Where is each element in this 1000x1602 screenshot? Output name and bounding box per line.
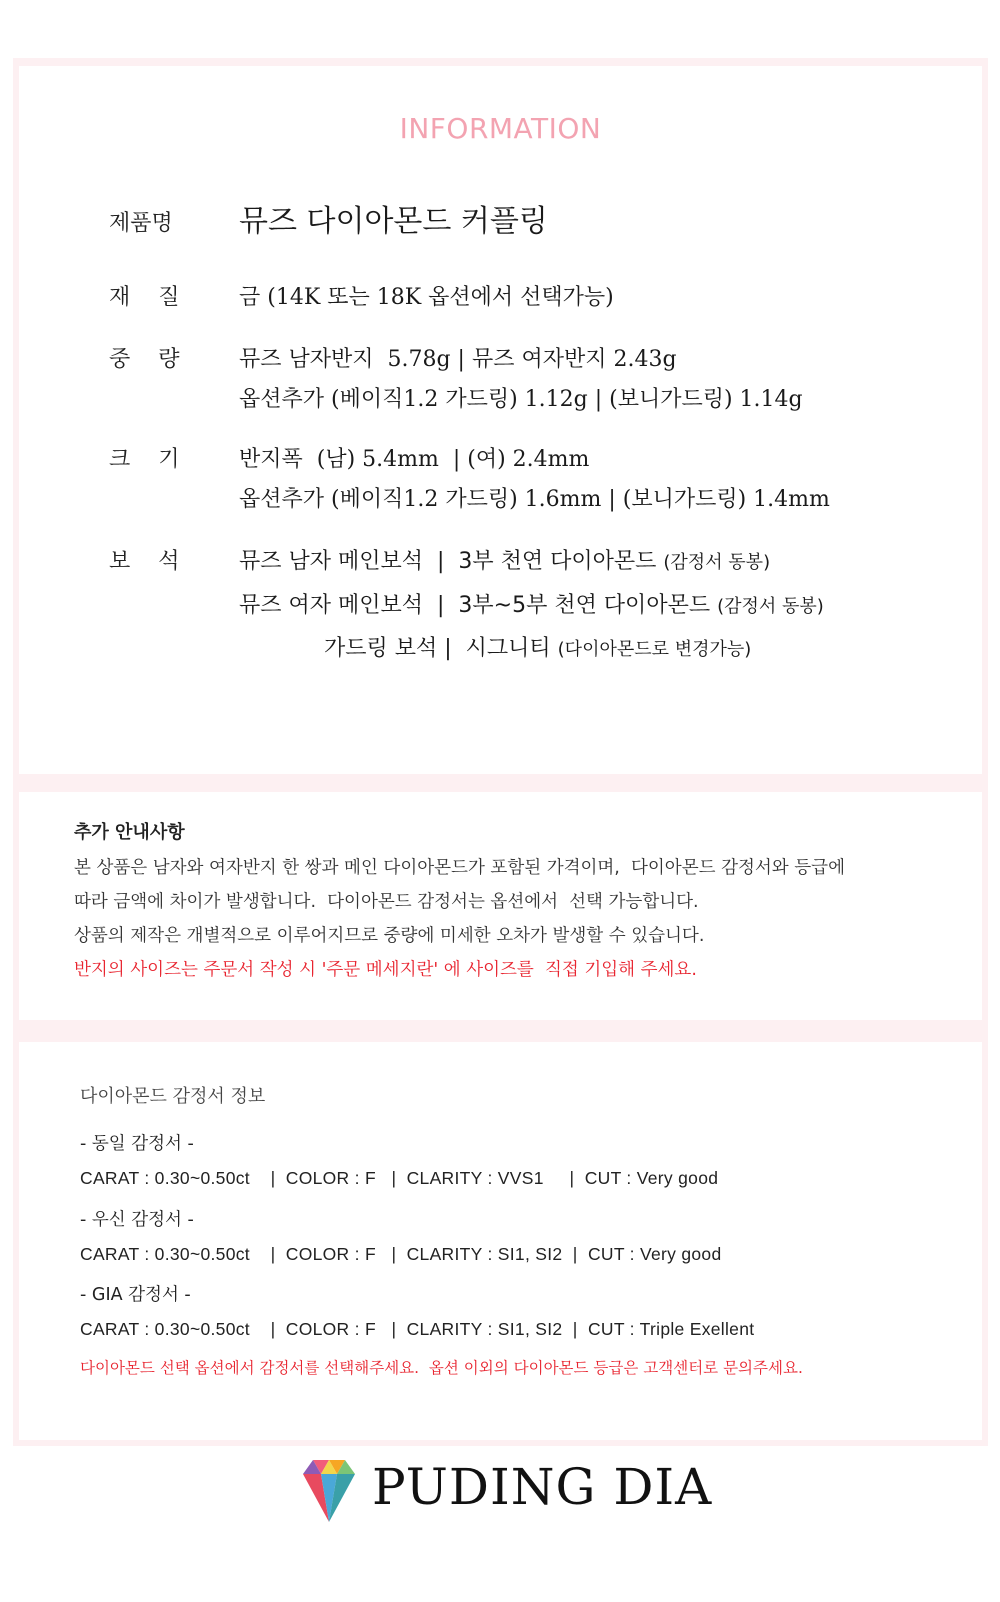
cert-note: 다이아몬드 선택 옵션에서 감정서를 선택해주세요. 옵션 이외의 다이아몬드 등급은 고객센터로 문의주세요. (80, 1359, 803, 1377)
value-weight-main: 뮤즈 남자반지 5.78g | 뮤즈 여자반지 2.43g (239, 347, 677, 372)
label-product-name: 제품명 (109, 211, 173, 236)
information-title: INFORMATION (399, 112, 602, 145)
label-weight: 중 량 (109, 347, 180, 372)
certificate-panel (19, 1042, 982, 1440)
value-gem-women: 뮤즈 여자 메인보석 | 3부~5부 천연 다이아몬드 (감정서 동봉) (239, 593, 824, 618)
value-size-main: 반지폭 (남) 5.4mm | (여) 2.4mm (239, 447, 590, 472)
label-material: 재 질 (109, 285, 180, 310)
label-gem: 보 석 (109, 549, 180, 574)
notice-line-3: 상품의 제작은 개별적으로 이루어지므로 중량에 미세한 오차가 발생할 수 있습니다. (74, 926, 705, 946)
information-panel (19, 66, 982, 774)
value-size-option: 옵션추가 (베이직1.2 가드링) 1.6mm | (보니가드링) 1.4mm (239, 487, 830, 512)
notice-panel (19, 792, 982, 1020)
value-product-name: 뮤즈 다이아몬드 커플링 (239, 204, 548, 239)
content-frame (13, 58, 988, 1446)
brand-name: PUDING DIA (372, 1458, 713, 1516)
value-weight-option: 옵션추가 (베이직1.2 가드링) 1.12g | (보니가드링) 1.14g (239, 387, 803, 412)
brand-footer (0, 1456, 1000, 1526)
notice-size-warning: 반지의 사이즈는 주문서 작성 시 '주문 메세지란' 에 사이즈를 직접 기입해 주세요. (74, 960, 697, 980)
value-material: 금 (14K 또는 18K 옵션에서 선택가능) (239, 285, 614, 310)
cert-head-dongil: - 동일 감정서 - (80, 1134, 194, 1154)
cert-head-wooshin: - 우신 감정서 - (80, 1210, 194, 1230)
cert-head-gia: - GIA 감정서 - (80, 1285, 191, 1305)
notice-line-2: 따라 금액에 차이가 발생합니다. 다이아몬드 감정서는 옵션에서 선택 가능합니다. (74, 892, 699, 912)
value-gem-guard: 가드링 보석 | 시그니티 (다이아몬드로 변경가능) (324, 636, 752, 661)
diamond-logo-icon (303, 1460, 355, 1522)
cert-line-wooshin: CARAT : 0.30~0.50ct | COLOR : F | CLARITY : SI1, SI2 | CUT : Very good (80, 1244, 722, 1264)
certificate-title: 다이아몬드 감정서 정보 (80, 1086, 266, 1107)
value-gem-men: 뮤즈 남자 메인보석 | 3부 천연 다이아몬드 (감정서 동봉) (239, 549, 771, 574)
notice-title: 추가 안내사항 (74, 822, 185, 843)
cert-line-dongil: CARAT : 0.30~0.50ct | COLOR : F | CLARITY : VVS1 | CUT : Very good (80, 1168, 719, 1188)
notice-line-1: 본 상품은 남자와 여자반지 한 쌍과 메인 다이아몬드가 포함된 가격이며, 다이아몬드 감정서와 등급에 (74, 858, 845, 878)
label-size: 크 기 (109, 447, 180, 472)
cert-line-gia: CARAT : 0.30~0.50ct | COLOR : F | CLARITY : SI1, SI2 | CUT : Triple Exellent (80, 1319, 755, 1339)
